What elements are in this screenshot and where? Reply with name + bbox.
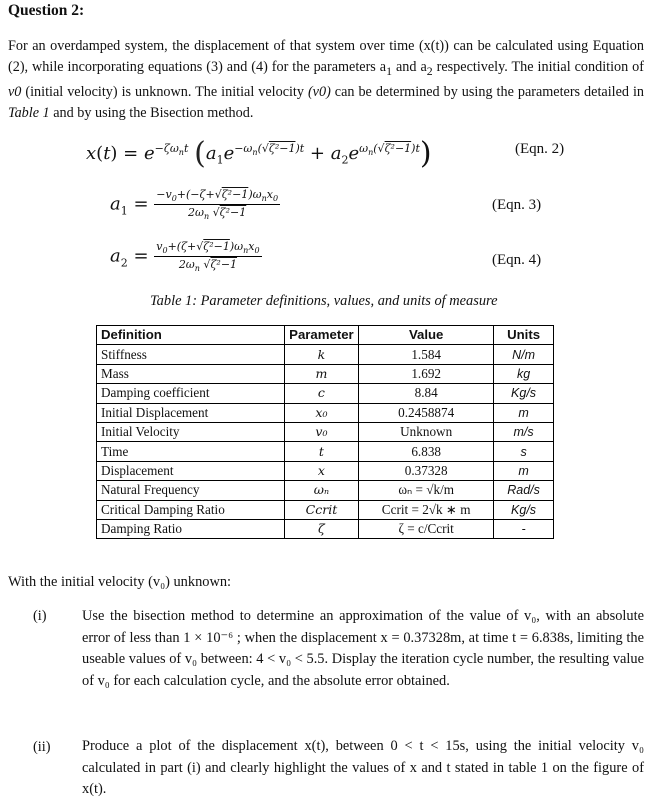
cell-units: Kg/s: [494, 384, 554, 403]
intro-text-3: respectively. The initial condition of: [432, 59, 644, 75]
table-row: [97, 481, 554, 500]
cell-value: ωₙ = √k/m: [359, 481, 494, 500]
cell-definition: Damping Ratio: [97, 519, 285, 538]
table-row: [97, 461, 554, 480]
table-row: [97, 500, 554, 519]
intro-paragraph: [8, 36, 644, 124]
header-units: Units: [494, 326, 554, 345]
cell-parameter: c: [284, 384, 359, 403]
equation-4: $a_2$ = $\frac{v_0+(\zeta+√\zeta^2-1)\omega_nx_0}{2\omega_n √\zeta^2-1}$: [110, 240, 260, 274]
cell-units: -: [494, 519, 554, 538]
eqn2-label: (Eqn. 2): [515, 141, 565, 157]
equation-3: $a_1$ = $\frac{-v_0+(-\zeta+√\zeta^2-1)\omega_nx_0}{2\omega_n √\zeta^2-1}$: [110, 188, 279, 222]
cell-definition: Damping coefficient: [97, 384, 285, 403]
cell-definition: Time: [97, 442, 285, 461]
cell-parameter: x: [284, 461, 359, 480]
cell-value: 6.838: [359, 442, 494, 461]
cell-definition: Mass: [97, 364, 285, 383]
item-ii-number: (ii): [33, 739, 51, 755]
intro-text-1: For an overdamped system, the displacement of that system over time (x(t)) can be calculated using Equation (2), while incorporating equations (3) and (4) for the parameters a: [8, 38, 644, 75]
intro-text-5: can be determined by using the parameters detailed in: [330, 83, 644, 100]
cell-units: m: [494, 403, 554, 422]
cell-definition: Natural Frequency: [97, 481, 285, 500]
table-row: [97, 364, 554, 383]
cell-value: ζ = c/Ccrit: [359, 519, 494, 538]
item-i-text: Use the bisection method to determine an approximation of the value of v₀, with an absolute error of less than 1 × 10⁻⁶ ; when the displacement x = 0.37328m, at time t = 6.838s, limiting the useable values of v₀ between: 4 < v₀ < 5.5. Display the iteration cycle number, the resulting value of v₀ for each calculation cycle, and the absolute error obtained.: [82, 608, 644, 689]
table-header-row: [97, 326, 554, 345]
cell-parameter: v₀: [284, 422, 359, 441]
cell-definition: Stiffness: [97, 345, 285, 364]
item-i-number: (i): [33, 608, 47, 624]
cell-parameter: ωₙ: [284, 481, 359, 500]
cell-units: m/s: [494, 422, 554, 441]
table-caption: Table 1: Parameter definitions, values, and units of measure: [150, 293, 498, 309]
table-row: [97, 422, 554, 441]
table-row: [97, 442, 554, 461]
cell-units: Rad/s: [494, 481, 554, 500]
header-definition: Definition: [97, 326, 285, 345]
cell-units: Kg/s: [494, 500, 554, 519]
cell-value: 0.2458874: [359, 403, 494, 422]
eqn4-label: (Eqn. 4): [492, 252, 542, 268]
intro-v0-a: v0: [8, 83, 22, 100]
intro-text-6: and by using the Bisection method.: [49, 104, 254, 121]
header-parameter: Parameter: [284, 326, 359, 345]
intro-v0-b: (v0): [307, 83, 331, 100]
item-ii-text: Produce a plot of the displacement x(t), between 0 < t < 15s, using the initial velocity v₀ calculated in part (i) and clearly highlight the values of x and t stated in table 1 on the figure of x(t).: [82, 738, 644, 797]
cell-parameter: Ccrit: [284, 500, 359, 519]
cell-units: m: [494, 461, 554, 480]
intro-text-2: and a: [392, 59, 427, 75]
cell-definition: Critical Damping Ratio: [97, 500, 285, 519]
table-row: [97, 403, 554, 422]
cell-value: Ccrit = 2√k ∗ m: [359, 500, 494, 519]
cell-value: 1.584: [359, 345, 494, 364]
cell-definition: Initial Velocity: [97, 422, 285, 441]
cell-value: 1.692: [359, 364, 494, 383]
with-line: With the initial velocity (v₀) unknown:: [8, 574, 232, 590]
intro-table-ref: Table 1: [8, 104, 50, 121]
eqn3-label: (Eqn. 3): [492, 197, 542, 213]
intro-text-4: (initial velocity) is unknown. The initial velocity: [21, 83, 308, 100]
table-row: [97, 384, 554, 403]
cell-parameter: t: [284, 442, 359, 461]
cell-units: kg: [494, 364, 554, 383]
intro-sub-2: 2: [426, 63, 433, 78]
header-value: Value: [359, 326, 494, 345]
cell-value: 0.37328: [359, 461, 494, 480]
cell-parameter: x₀: [284, 403, 359, 422]
table-row: [97, 519, 554, 538]
cell-parameter: m: [284, 364, 359, 383]
cell-units: s: [494, 442, 554, 461]
intro-sub-1: 1: [386, 63, 393, 78]
cell-definition: Initial Displacement: [97, 403, 285, 422]
cell-value: 8.84: [359, 384, 494, 403]
equation-2: $x(t) = e^{-\zeta\omega_nt}$ $(a_1e^{-\omega_n(√\zeta^2-1)t} + a_2e^{\omega_n(√\zeta^2-1)t})$: [86, 136, 432, 171]
parameter-table: [96, 325, 554, 539]
table-row: [97, 345, 554, 364]
cell-definition: Displacement: [97, 461, 285, 480]
cell-units: N/m: [494, 345, 554, 364]
question-title: Question 2:: [8, 2, 85, 19]
cell-value: Unknown: [359, 422, 494, 441]
cell-parameter: k: [284, 345, 359, 364]
cell-parameter: ζ: [284, 519, 359, 538]
